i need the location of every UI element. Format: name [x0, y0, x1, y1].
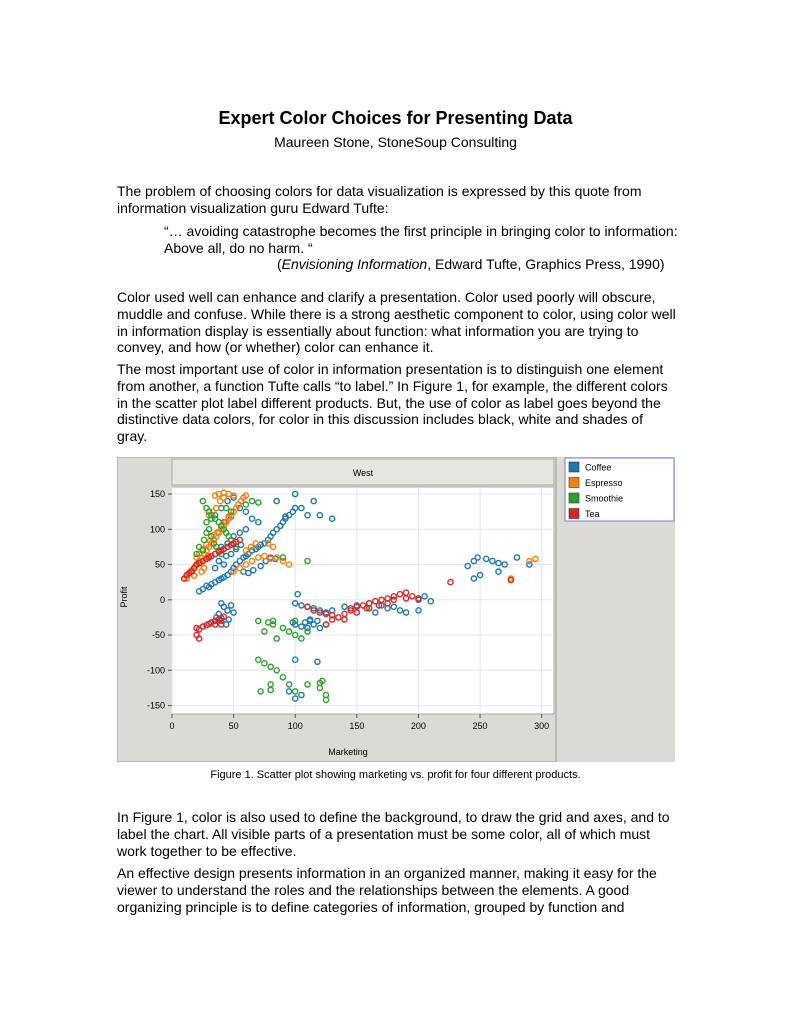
scatter-chart — [117, 457, 675, 762]
x-tick-label: 150 — [349, 721, 365, 731]
y-tick-label: 100 — [149, 524, 165, 535]
x-tick-label: 200 — [410, 721, 426, 731]
author-line: Maureen Stone, StoneSoup Consulting — [274, 134, 517, 150]
x-tick-label: 300 — [534, 721, 550, 731]
citation-open: ( — [277, 256, 282, 272]
quote-citation — [277, 256, 665, 272]
chart-title: West — [352, 468, 374, 478]
x-tick-label: 100 — [287, 721, 303, 731]
legend-label-tea: Tea — [585, 509, 600, 519]
x-tick-label: 250 — [472, 721, 488, 731]
legend-swatch-tea — [569, 509, 579, 519]
citation-rest: , Edward Tufte, Graphics Press, 1990) — [427, 256, 665, 272]
x-axis-label: Marketing — [328, 747, 368, 757]
legend — [565, 458, 674, 521]
citation-title: Envisioning Information — [281, 256, 428, 272]
y-tick-label: 150 — [149, 489, 165, 500]
paragraph-2: Color used well can enhance and clarify a presentation. Color used poorly will obscure, muddle and confuse. While there is a strong aesthetic component to color, using color well in information display is essentially about function: what information you are trying to convey, and how (or whether) color can enhance it. — [117, 289, 676, 356]
paragraph-3: The most important use of color in information presentation is to distinguish one element from another, a function Tufte calls “to label.” In Figure 1, for example, the different colors in the scatter plot label different products. But, the use of color as label goes beyond the distinctive data colors, for color in this discussion includes black, white and shades of gray. — [117, 361, 668, 445]
legend-swatch-coffee — [569, 462, 579, 472]
legend-label-coffee: Coffee — [585, 462, 612, 473]
y-tick-label: 50 — [154, 559, 165, 570]
paragraph-1: The problem of choosing colors for data visualization is expressed by this quote from information visualization guru Edward Tufte: — [117, 183, 642, 216]
legend-label-smoothie: Smoothie — [585, 493, 624, 504]
legend-label-espresso: Espresso — [585, 478, 623, 488]
figure-caption: Figure 1. Scatter plot showing marketing vs. profit for four different products. — [210, 769, 581, 781]
y-tick-label: 0 — [159, 594, 165, 605]
y-tick-label: -150 — [146, 700, 165, 711]
legend-swatch-smoothie — [569, 493, 579, 503]
x-tick-label: 0 — [169, 721, 175, 731]
y-tick-label: -100 — [146, 665, 165, 676]
y-tick-label: -50 — [151, 630, 165, 641]
paragraph-4: In Figure 1, color is also used to define the background, to draw the grid and axes, and to label the chart. All visible parts of a presentation must be some color, all of which must work together to be effective. — [117, 809, 670, 859]
legend-swatch-espresso — [569, 478, 579, 488]
page-title: Expert Color Choices for Presenting Data — [218, 108, 573, 128]
x-tick-label: 50 — [228, 721, 239, 731]
paragraph-5: An effective design presents information in an organized manner, making it easy for the viewer to understand the roles and the relationships between the elements. A good organizing principle is to define categories of information, grouped by function and — [117, 865, 657, 915]
y-axis-label: Profit — [119, 586, 129, 608]
tufte-quote: “… avoiding catastrophe becomes the first principle in bringing color to information: Above all, do no harm. “ — [164, 223, 678, 256]
